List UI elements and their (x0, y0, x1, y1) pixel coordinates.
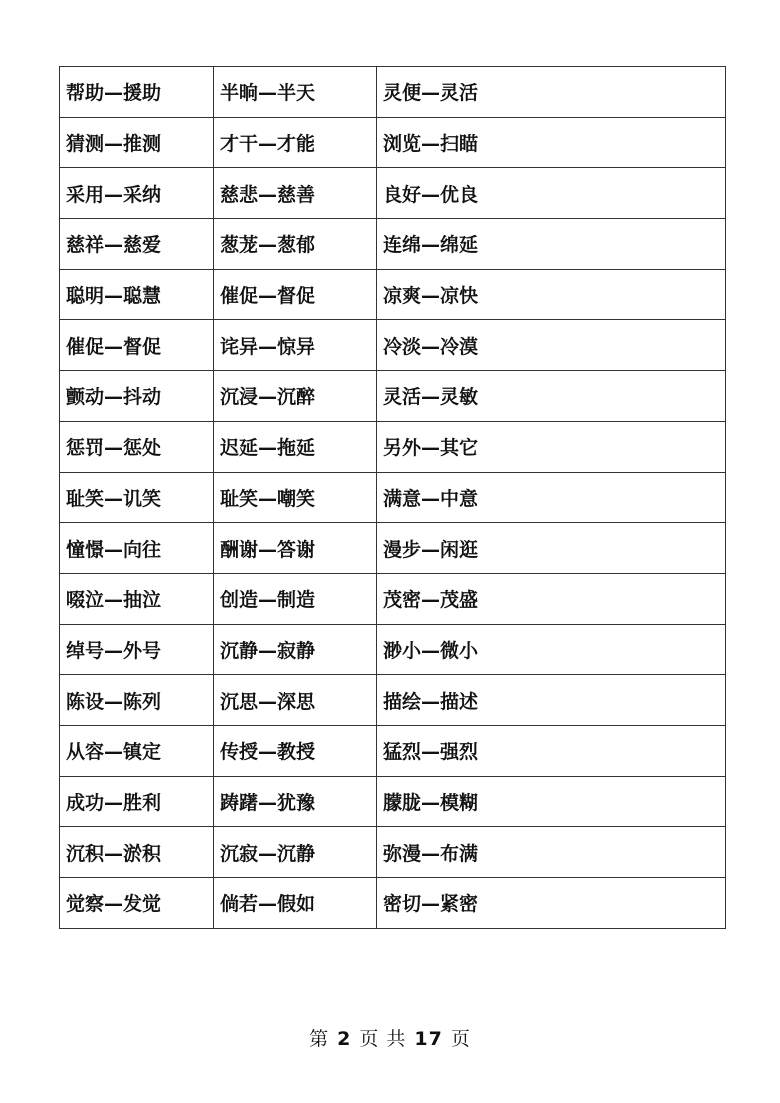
table-row (60, 675, 726, 726)
synonym-pair-cell: 催促—督促 (60, 320, 214, 371)
current-page-number: 2 (337, 1028, 352, 1050)
synonym-pair-cell: 猜测—推测 (60, 117, 214, 168)
table-row (60, 269, 726, 320)
synonym-pair-cell: 冷淡—冷漠 (377, 320, 726, 371)
synonym-pair-cell: 耻笑—嘲笑 (214, 472, 377, 523)
table-row (60, 421, 726, 472)
footer-suffix: 页 (450, 1028, 471, 1050)
synonym-pair-cell: 成功—胜利 (60, 776, 214, 827)
table-row (60, 776, 726, 827)
synonym-pair-cell: 陈设—陈列 (60, 675, 214, 726)
synonym-pair-cell: 觉察—发觉 (60, 878, 214, 929)
synonym-table-body (60, 67, 726, 929)
synonym-pair-cell: 诧异—惊异 (214, 320, 377, 371)
synonym-pair-cell: 朦胧—模糊 (377, 776, 726, 827)
synonym-pair-cell: 帮助—援助 (60, 67, 214, 118)
table-row (60, 320, 726, 371)
synonym-pair-cell: 绰号—外号 (60, 624, 214, 675)
synonym-pair-cell: 葱茏—葱郁 (214, 219, 377, 270)
synonym-pair-cell: 描绘—描述 (377, 675, 726, 726)
synonym-pair-cell: 沉浸—沉醉 (214, 371, 377, 422)
synonym-pair-cell: 酬谢—答谢 (214, 523, 377, 574)
synonym-pair-cell: 沉积—淤积 (60, 827, 214, 878)
synonym-pair-cell: 灵活—灵敏 (377, 371, 726, 422)
table-row (60, 168, 726, 219)
table-row (60, 725, 726, 776)
footer-middle: 页 共 (359, 1028, 407, 1050)
synonym-pair-cell: 催促—督促 (214, 269, 377, 320)
synonym-pair-cell: 茂密—茂盛 (377, 573, 726, 624)
synonym-pair-cell: 颤动—抖动 (60, 371, 214, 422)
synonym-pair-cell: 惩罚—惩处 (60, 421, 214, 472)
table-row (60, 472, 726, 523)
table-row (60, 878, 726, 929)
synonym-pair-cell: 啜泣—抽泣 (60, 573, 214, 624)
total-page-count: 17 (414, 1028, 443, 1050)
synonym-pair-cell: 半晌—半天 (214, 67, 377, 118)
synonym-pair-cell: 慈祥—慈爱 (60, 219, 214, 270)
synonym-pair-cell: 耻笑—讥笑 (60, 472, 214, 523)
synonym-pair-cell: 密切—紧密 (377, 878, 726, 929)
synonym-pair-cell: 沉寂—沉静 (214, 827, 377, 878)
synonym-pair-cell: 才干—才能 (214, 117, 377, 168)
synonym-pair-cell: 聪明—聪慧 (60, 269, 214, 320)
synonym-pair-cell: 憧憬—向往 (60, 523, 214, 574)
synonym-pair-cell: 从容—镇定 (60, 725, 214, 776)
table-row (60, 117, 726, 168)
synonym-pair-cell: 凉爽—凉快 (377, 269, 726, 320)
synonym-pair-cell: 弥漫—布满 (377, 827, 726, 878)
synonym-pair-cell: 采用—采纳 (60, 168, 214, 219)
synonym-pair-cell: 倘若—假如 (214, 878, 377, 929)
table-row (60, 573, 726, 624)
synonym-pair-cell: 踌躇—犹豫 (214, 776, 377, 827)
footer-prefix: 第 (309, 1028, 330, 1050)
synonym-pair-cell: 猛烈—强烈 (377, 725, 726, 776)
synonym-table (59, 66, 726, 929)
synonym-pair-cell: 沉静—寂静 (214, 624, 377, 675)
table-row (60, 827, 726, 878)
synonym-pair-cell: 连绵—绵延 (377, 219, 726, 270)
table-row (60, 523, 726, 574)
synonym-pair-cell: 沉思—深思 (214, 675, 377, 726)
page-footer (0, 1024, 780, 1051)
synonym-pair-cell: 灵便—灵活 (377, 67, 726, 118)
synonym-pair-cell: 迟延—拖延 (214, 421, 377, 472)
table-row (60, 371, 726, 422)
synonym-pair-cell: 传授—教授 (214, 725, 377, 776)
synonym-pair-cell: 漫步—闲逛 (377, 523, 726, 574)
table-row (60, 219, 726, 270)
table-row (60, 67, 726, 118)
table-row (60, 624, 726, 675)
synonym-pair-cell: 渺小—微小 (377, 624, 726, 675)
synonym-pair-cell: 创造—制造 (214, 573, 377, 624)
synonym-pair-cell: 浏览—扫瞄 (377, 117, 726, 168)
synonym-pair-cell: 另外—其它 (377, 421, 726, 472)
synonym-pair-cell: 满意—中意 (377, 472, 726, 523)
synonym-pair-cell: 慈悲—慈善 (214, 168, 377, 219)
synonym-pair-cell: 良好—优良 (377, 168, 726, 219)
